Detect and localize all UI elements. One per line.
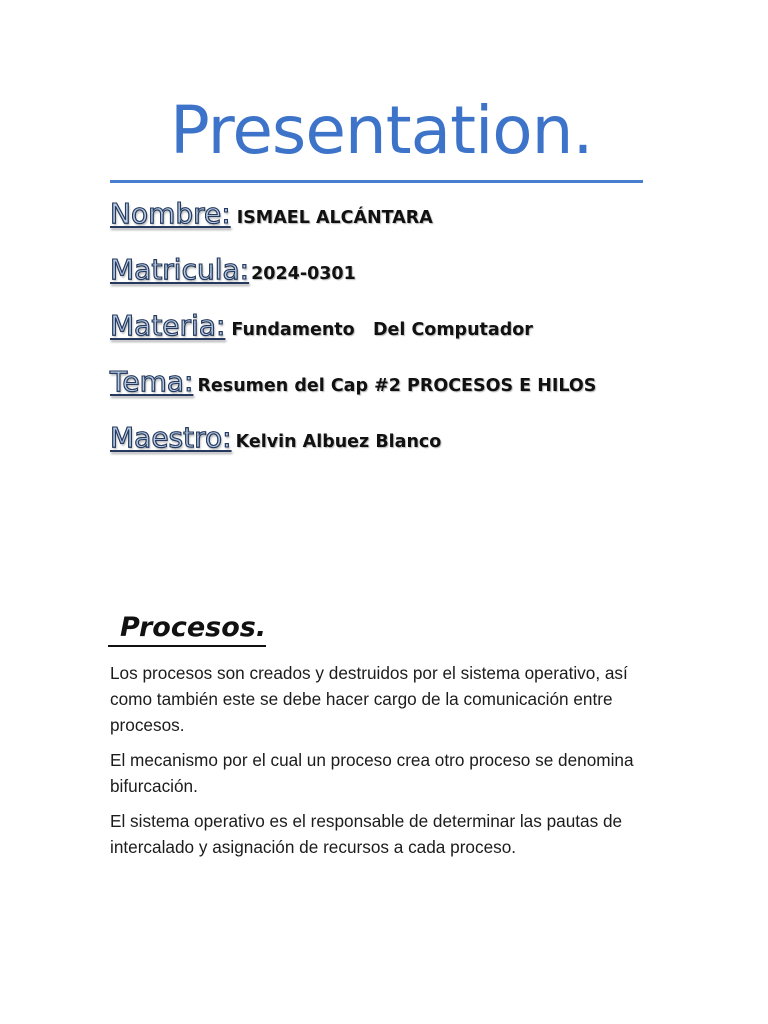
- field-tema-value: Resumen del Cap #2 PROCESOS E HILOS: [197, 376, 597, 396]
- field-nombre-label: Nombre:: [110, 197, 231, 230]
- field-materia-label: Materia:: [110, 309, 226, 342]
- field-maestro-value: Kelvin Albuez Blanco: [235, 432, 442, 452]
- field-materia: [110, 309, 533, 342]
- section-body: [110, 660, 655, 869]
- title-underline: [110, 180, 643, 183]
- field-maestro: [110, 421, 442, 454]
- field-nombre-value: ISMAEL ALCÁNTARA: [236, 208, 433, 228]
- field-tema: [110, 365, 597, 398]
- document-title: Presentation.: [170, 92, 593, 169]
- field-matricula-label: Matricula:: [110, 253, 250, 286]
- paragraph: El mecanismo por el cual un proceso crea otro proceso se denomina bifurcación.: [110, 750, 634, 796]
- field-materia-value: Fundamento Del Computador: [231, 320, 533, 340]
- field-matricula-value: 2024-0301: [251, 264, 356, 284]
- field-maestro-label: Maestro:: [110, 421, 232, 454]
- field-nombre: [110, 197, 433, 230]
- section-heading: Procesos.: [120, 612, 267, 643]
- field-matricula: [110, 253, 356, 286]
- paragraph: Los procesos son creados y destruidos por el sistema operativo, así como también este se debe hacer cargo de la comunicación entre procesos.: [110, 663, 628, 735]
- paragraph: El sistema operativo es el responsable de determinar las pautas de intercalado y asignación de recursos a cada proceso.: [110, 811, 623, 857]
- field-tema-label: Tema:: [110, 365, 194, 398]
